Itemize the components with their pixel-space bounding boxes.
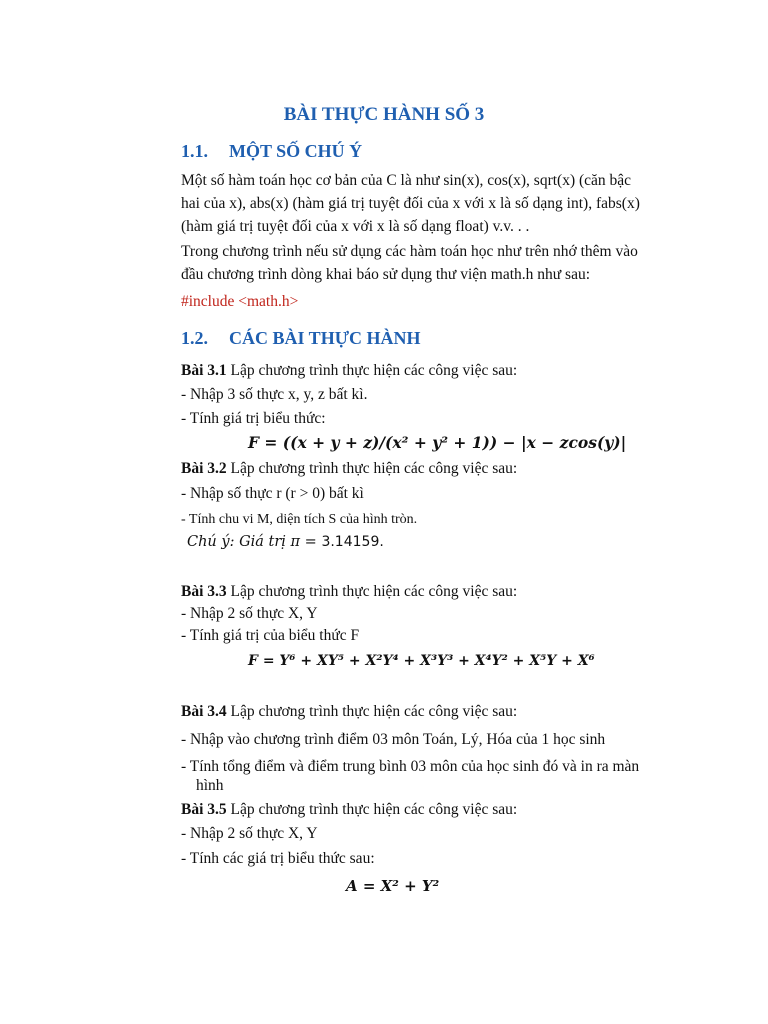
- exercise-3-2-label: Bài 3.2: [181, 460, 227, 477]
- exercise-3-4-item-2: - Tính tổng điểm và điểm trung bình 03 môn của học sinh đó và in ra màn: [181, 758, 640, 775]
- include-directive: #include <math.h>: [181, 293, 299, 310]
- exercise-3-5-header: [181, 801, 517, 819]
- exercise-3-3-label: Bài 3.3: [181, 583, 227, 600]
- section-2-number: 1.2.: [181, 328, 208, 348]
- exercise-3-2-note-value: 3.14159.: [321, 534, 384, 550]
- section-1-para2-line2: đầu chương trình dòng khai báo sử dụng thư viện math.h như sau:: [181, 266, 591, 283]
- exercise-3-4-item-2-cont: hình: [196, 777, 224, 794]
- section-2-heading: [181, 328, 421, 349]
- exercise-3-1-intro: Lập chương trình thực hiện các công việc sau:: [230, 362, 518, 379]
- exercise-3-2-item-1: - Nhập số thực r (r > 0) bất kì: [181, 485, 364, 502]
- exercise-3-4-label: Bài 3.4: [181, 703, 227, 720]
- exercise-3-5-formula: A = X² + Y²: [346, 877, 440, 895]
- exercise-3-2-note-label: Chú ý: Giá trị π =: [187, 534, 322, 550]
- section-1-title: MỘT SỐ CHÚ Ý: [229, 141, 363, 161]
- exercise-3-4-intro: Lập chương trình thực hiện các công việc sau:: [230, 703, 518, 720]
- exercise-3-1-header: [181, 362, 517, 380]
- exercise-3-1-formula: F = ((x + y + z)/(x² + y² + 1)) − |x − zcos(y)|: [248, 433, 627, 452]
- section-1-para2-line1: Trong chương trình nếu sử dụng các hàm toán học như trên nhớ thêm vào: [181, 243, 638, 260]
- section-1-heading: [181, 141, 362, 162]
- exercise-3-3-item-2: - Tính giá trị của biểu thức F: [181, 627, 360, 644]
- exercise-3-5-item-1: - Nhập 2 số thực X, Y: [181, 825, 318, 842]
- exercise-3-3-intro: Lập chương trình thực hiện các công việc sau:: [230, 583, 518, 600]
- exercise-3-2-header: [181, 460, 517, 478]
- exercise-3-4-item-1: - Nhập vào chương trình điểm 03 môn Toán, Lý, Hóa của 1 học sinh: [181, 731, 606, 748]
- section-1-number: 1.1.: [181, 141, 208, 161]
- section-2-title: CÁC BÀI THỰC HÀNH: [229, 328, 421, 348]
- exercise-3-1-item-2: - Tính giá trị biểu thức:: [181, 410, 326, 427]
- exercise-3-2-note: [187, 533, 384, 551]
- exercise-3-3-formula: F = Y⁶ + XY⁵ + X²Y⁴ + X³Y³ + X⁴Y² + X⁵Y + X⁶: [248, 653, 595, 669]
- exercise-3-3-header: [181, 583, 517, 601]
- document-title: BÀI THỰC HÀNH SỐ 3: [283, 104, 485, 125]
- exercise-3-5-item-2: - Tính các giá trị biểu thức sau:: [181, 850, 375, 867]
- exercise-3-5-label: Bài 3.5: [181, 801, 227, 818]
- exercise-3-1-label: Bài 3.1: [181, 362, 227, 379]
- exercise-3-3-item-1: - Nhập 2 số thực X, Y: [181, 605, 318, 622]
- section-1-para1-line1: Một số hàm toán học cơ bản của C là như sin(x), cos(x), sqrt(x) (căn bậc: [181, 172, 632, 189]
- exercise-3-1-item-1: - Nhập 3 số thực x, y, z bất kì.: [181, 386, 368, 403]
- exercise-3-2-intro: Lập chương trình thực hiện các công việc sau:: [230, 460, 518, 477]
- exercise-3-5-intro: Lập chương trình thực hiện các công việc sau:: [230, 801, 518, 818]
- section-1-para1-line2: hai của x), abs(x) (hàm giá trị tuyệt đối của x với x là số dạng int), fabs(x): [181, 195, 640, 212]
- section-1-para1-line3: (hàm giá trị tuyệt đối của x với x là số dạng float) v.v. . .: [181, 218, 530, 235]
- exercise-3-4-header: [181, 703, 517, 721]
- exercise-3-2-item-2: - Tính chu vi M, diện tích S của hình tròn.: [181, 512, 418, 527]
